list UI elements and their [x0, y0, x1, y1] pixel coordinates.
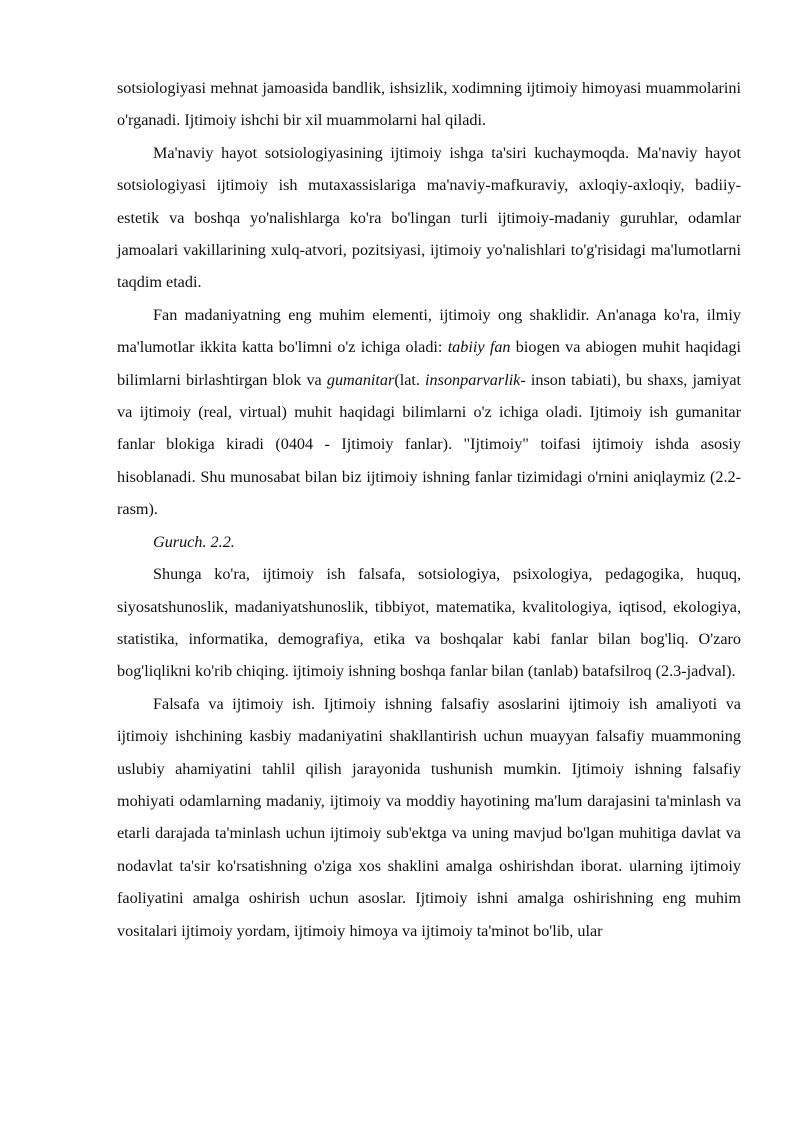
- text-run: - inson tabiati), bu shaxs, jamiyat va ijtimoiy (real, virtual) muhit haqidagi bilimlarni o'z ichiga oladi. Ijtimoiy ish gumanitar fanlar blokiga kiradi (0404 - Ijtimoiy fanlar). "Ijtimoiy" toifasi ijtimoiy ishda asosiy hisoblanadi. Shu munosabat bilan biz ijtimoiy ishning fanlar tizimidagi o'rnini aniqlaymiz (2.2-rasm).: [117, 370, 742, 519]
- figure-caption: [117, 526, 741, 558]
- text-run: sotsiologiyasi mehnat jamoasida bandlik, ishsizlik, xodimning ijtimoiy himoyasi muammolarini o'rganadi. Ijtimoiy ishchi bir xil muammolarni hal qiladi.: [117, 79, 741, 130]
- text-run: Ma'naviy hayot sotsiologiyasining ijtimoiy ishga ta'siri kuchaymoqda. Ma'naviy hayot sotsiologiyasi ijtimoiy ish mutaxassislariga ma'naviy-mafkuraviy, axloqiy-axloqiy, badiiy-estetik va boshqa yo'nalishlarga ko'ra bo'lingan turli ijtimoiy-madaniy guruhlar, odamlar jamoalari vakillarining xulq-atvori, pozitsiyasi, ijtimoiy yo'nalishlari to'g'risidagi ma'lumotlarni taqdim etadi.: [117, 143, 741, 292]
- body-paragraph: [117, 688, 741, 947]
- italic-term: tabiiy fan: [447, 338, 511, 357]
- body-paragraph: [117, 137, 741, 299]
- body-paragraph: [117, 299, 741, 526]
- text-run: Shunga ko'ra, ijtimoiy ish falsafa, sotsiologiya, psixologiya, pedagogika, huquq, siyosatshunoslik, madaniyatshunoslik, tibbiyot, matematika, kvalitologiya, iqtisod, ekologiya, statistika, informatika, demografiya, etika va boshqalar kabi fanlar bilan bog'liq. O'zaro bog'liqlikni ko'rib chiqing. ijtimoiy ishning boshqa fanlar bilan (tanlab) batafsilroq (2.3-jadval).: [117, 565, 741, 681]
- text-run: Guruch. 2.2.: [153, 532, 235, 551]
- italic-term: insonparvarlik: [425, 370, 521, 389]
- text-run: (lat.: [394, 370, 426, 389]
- body-paragraph: [117, 72, 741, 137]
- document-page: [117, 72, 741, 947]
- body-paragraph: [117, 558, 741, 688]
- text-run: Falsafa va ijtimoiy ish. Ijtimoiy ishning falsafiy asoslarini ijtimoiy ish amaliyoti va ijtimoiy ishchining kasbiy madaniyatini shakllantirish uchun muayyan falsafiy muammoning uslubiy ahamiyatini tahlil qilish jarayonida tushunish mumkin. Ijtimoiy ishning falsafiy mohiyati odamlarning madaniy, ijtimoiy va moddiy hayotining ma'lum darajasini ta'minlash va etarli darajada ta'minlash uchun ijtimoiy sub'ektga va uning mavjud bo'lgan muhitiga davlat va nodavlat ta'sir ko'rsatishning o'ziga xos shaklini amalga oshirishdan iborat. ularning ijtimoiy faoliyatini amalga oshirish uchun asoslar. Ijtimoiy ishni amalga oshirishning eng muhim vositalari ijtimoiy yordam, ijtimoiy himoya va ijtimoiy ta'minot bo'lib, ular: [117, 694, 741, 940]
- italic-term: gumanitar: [326, 370, 395, 389]
- text-run: Fan madaniyatning eng muhim elementi, ijtimoiy ong shaklidir. An'anaga ko'ra, ilmiy ma'lumotlar ikkita katta bo'limni o'z ichiga oladi:: [117, 305, 741, 357]
- text-run: biogen va abiogen muhit haqidagi bilimlarni birlashtirgan blok va: [117, 338, 741, 389]
